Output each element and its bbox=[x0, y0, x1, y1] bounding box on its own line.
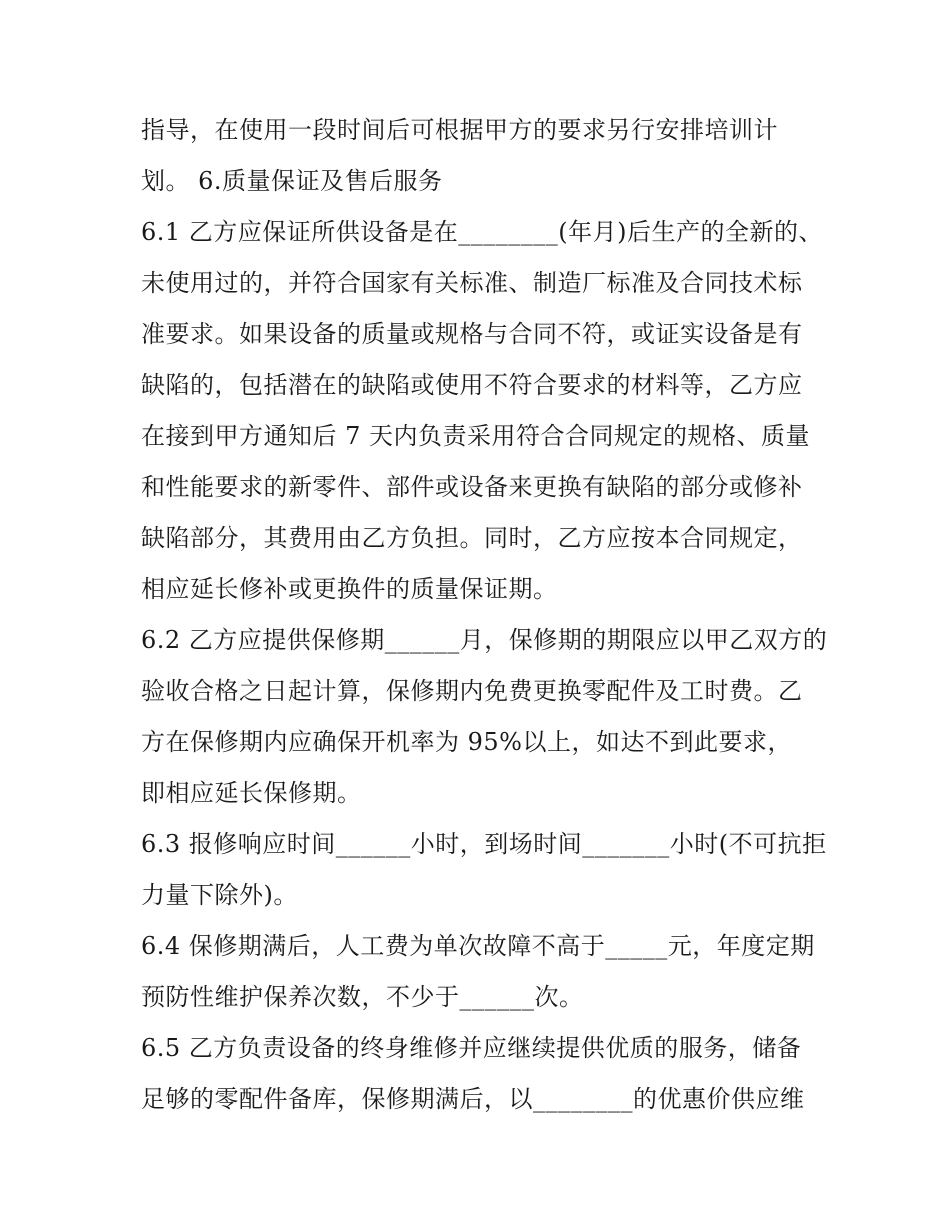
text-line: 6.2 乙方应提供保修期______月，保修期的期限应以甲乙双方的 bbox=[141, 626, 828, 654]
text-line: 指导，在使用一段时间后可根据甲方的要求另行安排培训计 bbox=[141, 116, 778, 144]
text-line: 相应延长修补或更换件的质量保证期。 bbox=[141, 575, 558, 603]
text-line: 足够的零配件备库，保修期满后，以________的优惠价供应维 bbox=[141, 1085, 805, 1113]
text-line: 缺陷部分，其费用由乙方负担。同时，乙方应按本合同规定， bbox=[141, 524, 803, 552]
text-line: 划。 6.质量保证及售后服务 bbox=[141, 167, 443, 195]
text-line: 在接到甲方通知后 7 天内负责采用符合合同规定的规格、质量 bbox=[141, 422, 811, 450]
text-line: 缺陷的，包括潜在的缺陷或使用不符合要求的材料等，乙方应 bbox=[141, 371, 803, 399]
text-line: 力量下除外)。 bbox=[141, 881, 298, 909]
text-line: 方在保修期内应确保开机率为 95%以上，如达不到此要求， bbox=[141, 728, 792, 756]
text-line: 验收合格之日起计算，保修期内免费更换零配件及工时费。乙 bbox=[141, 677, 803, 705]
text-line: 6.5 乙方负责设备的终身维修并应继续提供优质的服务，储备 bbox=[141, 1034, 802, 1062]
text-line: 6.1 乙方应保证所供设备是在________(年月)后生产的全新的、 bbox=[141, 218, 824, 246]
text-line: 和性能要求的新零件、部件或设备来更换有缺陷的部分或修补 bbox=[141, 473, 803, 501]
text-line: 6.4 保修期满后，人工费为单次故障不高于_____元，年度定期 bbox=[141, 932, 815, 960]
text-line: 预防性维护保养次数，不少于______次。 bbox=[141, 983, 584, 1011]
text-line: 即相应延长保修期。 bbox=[141, 779, 362, 807]
text-line: 准要求。如果设备的质量或规格与合同不符，或证实设备是有 bbox=[141, 320, 803, 348]
text-line: 未使用过的，并符合国家有关标准、制造厂标准及合同技术标 bbox=[141, 269, 803, 297]
text-line: 6.3 报修响应时间______小时，到场时间_______小时(不可抗拒 bbox=[141, 830, 827, 858]
